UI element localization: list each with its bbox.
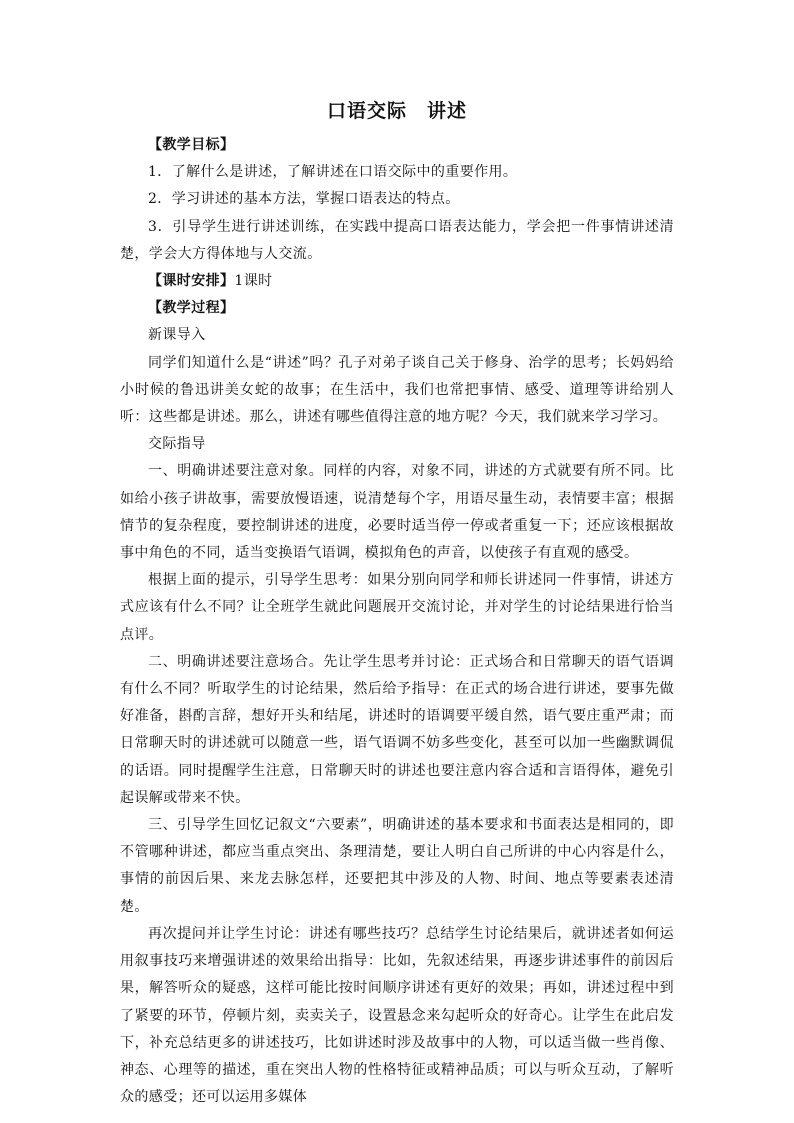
objective-item: 3．引导学生进行讲述训练，在实践中提高口语表达能力，学会把一件事情讲述清楚，学会大方得体地与人交流。	[120, 218, 674, 262]
schedule-heading: 【课时安排】	[148, 273, 235, 290]
objective-item: 2．学习讲述的基本方法，掌握口语表达的特点。	[148, 191, 460, 208]
objective-item: 1．了解什么是讲述，了解讲述在口语交际中的重要作用。	[148, 164, 518, 181]
page-title: 口语交际 讲述	[326, 100, 467, 122]
section-label: 新课导入	[148, 327, 206, 344]
body-paragraph: 二、明确讲述要注意场合。先让学生思考并讨论：正式场合和日常聊天的语气语调有什么不同？听取学生的讨论结果，然后给予指导：在正式的场合进行讲述，要事先做好准备，斟酌言辞，想好开头和结尾，讲述时的语调要平缓自然，语气要庄重严肃；而日常聊天时的讲述就可以随意一些，语气语调不妨多些变化，甚至可以加一些幽默调侃的话语。同时提醒学生注意，日常聊天时的讲述也要注意内容合适和言语得体，避免引起误解或带来不快。	[120, 653, 674, 806]
section-label: 交际指导	[148, 436, 206, 453]
body-paragraph: 三、引导学生回忆记叙文“六要素”，明确讲述的基本要求和书面表达是相同的，即不管哪种讲述，都应当重点突出、条理清楚，要让人明白自己所讲的中心内容是什么，事情的前因后果、来龙去脉怎样，还要把其中涉及的人物、时间、地点等要素表述清楚。	[120, 817, 674, 915]
body-paragraph: 再次提问并让学生讨论：讲述有哪些技巧？总结学生讨论结果后，就讲述者如何运用叙事技巧来增强讲述的效果给出指导：比如，先叙述结果，再逐步讲述事件的前因后果，解答听众的疑惑，这样可能比按时间顺序讲述有更好的效果；再如，讲述过程中到了紧要的环节，停顿片刻，卖卖关子，设置悬念来勾起听众的好奇心。让学生在此启发下，补充总结更多的讲述技巧，比如讲述时涉及故事中的人物，可以适当做一些肖像、神态、心理等的描述，重在突出人物的性格特征或精神品质；可以与听众互动，了解听众的感受；还可以运用多媒体	[120, 925, 674, 1106]
document-page	[120, 96, 674, 1111]
body-paragraph: 根据上面的提示，引导学生思考：如果分别向同学和师长讲述同一件事情，讲述方式应该有什么不同？让全班学生就此问题展开交流讨论，并对学生的讨论结果进行恰当点评。	[120, 572, 674, 643]
body-paragraph: 一、明确讲述要注意对象。同样的内容，对象不同，讲述的方式就要有所不同。比如给小孩子讲故事，需要放慢语速，说清楚每个字，用语尽量生动，表情要丰富；根据情节的复杂程度，要控制讲述的进度，必要时适当停一停或者重复一下；还应该根据故事中角色的不同，适当变换语气语调，模拟角色的声音，以使孩子有直观的感受。	[120, 463, 674, 562]
schedule-value: 1课时	[234, 273, 273, 290]
process-heading	[120, 295, 674, 322]
schedule-line	[120, 268, 674, 295]
body-paragraph: 同学们知道什么是“讲述”吗？孔子对弟子谈自己关于修身、治学的思考；长妈妈给小时候的鲁迅讲美女蛇的故事；在生活中，我们也常把事情、感受、道理等讲给别人听：这些都是讲述。那么，讲述有哪些值得注意的地方呢？今天，我们就来学习学习。	[120, 354, 674, 426]
process-heading-text: 【教学过程】	[148, 300, 235, 317]
objectives-heading	[120, 132, 674, 159]
objectives-heading-text: 【教学目标】	[148, 137, 235, 153]
